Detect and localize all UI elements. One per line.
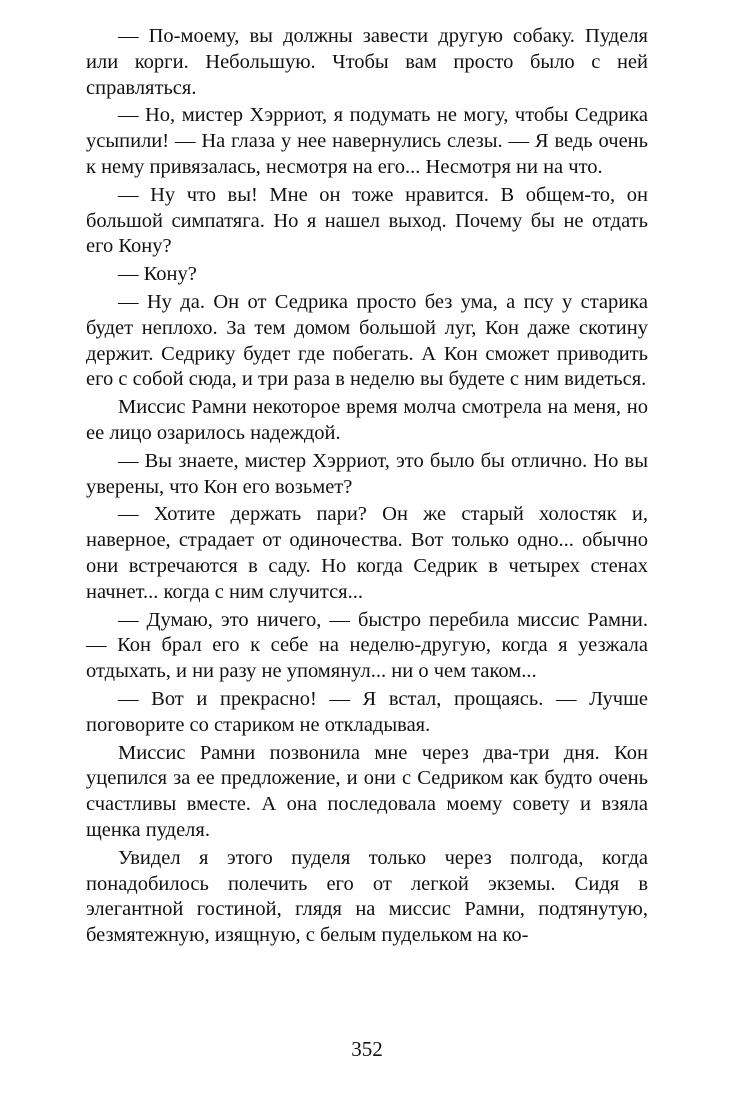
paragraph-4: — Кону? — [118, 263, 197, 286]
paragraph-6: Миссис Рамни некоторое время молча смотрела на меня, но ее лицо озарилось надеждой. — [86, 396, 648, 444]
page-number: 352 — [351, 1037, 383, 1061]
paragraph-9: — Думаю, это ничего, — быстро перебила миссис Рамни. — Кон брал его к себе на неделю-другую, когда я уезжала отдыхать, и ни разу не упомянул... ни о чем таком... — [86, 608, 648, 683]
page-text — [86, 24, 648, 949]
paragraph-3: — Ну что вы! Мне он тоже нравится. В общем-то, он большой симпатяга. Но я нашел выход. Почему бы не отдать его Кону? — [86, 183, 648, 258]
book-page — [86, 24, 648, 1084]
paragraph-10: — Вот и прекрасно! — Я встал, прощаясь. — Лучше поговорите со стариком не откладывая. — [86, 687, 648, 736]
paragraph-5: — Ну да. Он от Седрика просто без ума, а псу у старика будет неплохо. За тем домом большой луг, Кон даже скотину держит. Седрику будет где побегать. А Кон сможет приводить его с собой сюда, и три раза в неделю вы будете с ним видеться. — [86, 290, 648, 391]
paragraph-8: — Хотите держать пари? Он же старый холостяк и, наверное, страдает от одиночества. Вот только одно... обычно они встречаются в саду. Но когда Седрик в четырех стенах начнет... когда с ним случится... — [86, 503, 648, 603]
paragraph-11: Миссис Рамни позвонила мне через два-три дня. Кон уцепился за ее предложение, и они с Седриком как будто очень счастливы вместе. А она последовала моему совету и взяла щенка пуделя. — [86, 741, 648, 841]
paragraph-2: — Но, мистер Хэрриот, я подумать не могу, чтобы Седрика усыпили! — На глаза у нее навернулись слезы. — Я ведь очень к нему привязалась, несмотря на его... Несмотря ни на что. — [86, 104, 648, 178]
paragraph-7: — Вы знаете, мистер Хэрриот, это было бы отлично. Но вы уверены, что Кон его возьмет? — [86, 449, 648, 498]
paragraph-1: — По-моему, вы должны завести другую собаку. Пуделя или корги. Небольшую. Чтобы вам просто было с ней справляться. — [86, 25, 648, 99]
paragraph-12: Увидел я этого пуделя только через полгода, когда понадобилось полечить его от легкой экземы. Сидя в элегантной гостиной, глядя на миссис Рамни, подтянутую, безмятежную, изящную, с белым пудельком на ко- — [86, 846, 648, 947]
